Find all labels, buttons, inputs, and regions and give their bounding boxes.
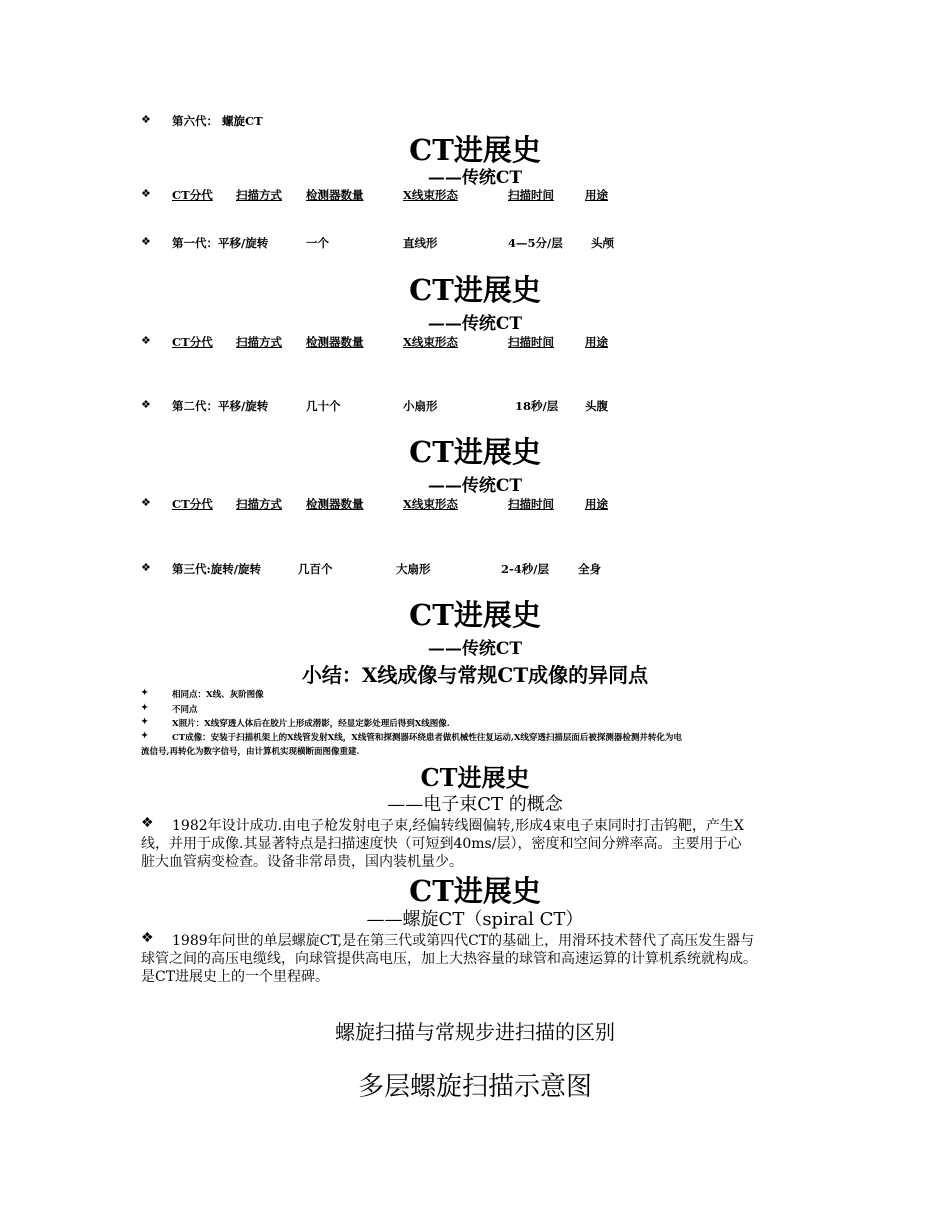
bullet-icon: ❖	[141, 334, 151, 347]
header-usage: 用途	[585, 188, 608, 202]
section2-subtitle: ——传统CT	[427, 314, 523, 334]
star-bullet-icon: ✦	[141, 731, 149, 741]
ebct-line: 1982年设计成功.由电子枪发射电子束,经偏转线圈偏转,形成4束电子束同时打击钨靶，产生X	[172, 818, 744, 834]
row-gen1-detectors: 一个	[306, 236, 329, 250]
header-generation: CT分代	[172, 497, 213, 511]
bullet-icon: ❖	[141, 235, 151, 248]
header-scan-mode: 扫描方式	[236, 497, 282, 511]
section3-subtitle: ——传统CT	[427, 476, 523, 496]
summary-point: 相同点：X线、灰阶图像	[172, 690, 264, 700]
bullet-icon: ❖	[141, 930, 154, 946]
header-generation: CT分代	[172, 188, 213, 202]
row-gen2-detectors: 几十个	[306, 399, 341, 413]
header-scan-mode: 扫描方式	[236, 335, 282, 349]
header-beam-shape: X线束形态	[403, 497, 458, 511]
section6-subtitle: ——螺旋CT（spiral CT）	[366, 909, 584, 930]
bullet-icon: ❖	[141, 496, 151, 509]
ebct-line: 线，并用于成像.其显著特点是扫描速度快（可短到40ms/层），密度和空间分辨率高。主要用于心	[141, 836, 742, 852]
header-beam-shape: X线束形态	[403, 188, 458, 202]
row-gen2-usage: 头腹	[585, 399, 608, 413]
bullet-icon: ❖	[141, 113, 151, 126]
section5-title: CT进展史	[420, 763, 530, 792]
section3-title: CT进展史	[409, 435, 541, 469]
header-scan-mode: 扫描方式	[236, 188, 282, 202]
summary-point: CT成像：安装于扫描机架上的X线管发射X线，X线管和探测器环绕患者做机械性往复运动,X线穿透扫描层面后被探测器检测并转化为电	[172, 733, 682, 743]
section6-title: CT进展史	[409, 874, 541, 908]
section5-subtitle: ——电子束CT 的概念	[387, 794, 563, 815]
row-gen1-usage: 头颅	[591, 236, 614, 250]
header-beam-shape: X线束形态	[403, 335, 458, 349]
summary-point: 不同点	[172, 705, 198, 715]
spiral-line: 是CT进展史上的一个里程碑。	[141, 969, 330, 985]
bullet-icon: ❖	[141, 561, 151, 574]
row-gen1-beam: 直线形	[403, 236, 438, 250]
row-gen3-time: 2-4秒/层	[501, 562, 549, 576]
row-gen3-usage: 全身	[578, 562, 601, 576]
section1-title: CT进展史	[409, 133, 541, 167]
header-usage: 用途	[585, 335, 608, 349]
spiral-line: 1989年问世的单层螺旋CT,是在第三代或第四代CT的基础上，用滑环技术替代了高压发生器与	[172, 933, 755, 949]
row-gen3-generation: 第三代:旋转/旋转	[172, 562, 261, 576]
header-generation: CT分代	[172, 335, 213, 349]
row-gen2-generation: 第二代：平移/旋转	[172, 399, 269, 413]
row-gen2-time: 18秒/层	[515, 399, 559, 413]
section4-subtitle: ——传统CT	[427, 639, 523, 659]
section2-title: CT进展史	[409, 273, 541, 307]
header-usage: 用途	[585, 497, 608, 511]
star-bullet-icon: ✦	[141, 703, 149, 713]
heading-scan-difference: 螺旋扫描与常规步进扫描的区别	[335, 1020, 615, 1044]
header-detector-count: 检测器数量	[306, 188, 364, 202]
section4-title: CT进展史	[409, 598, 541, 632]
bullet-icon: ❖	[141, 815, 154, 831]
spiral-line: 球管之间的高压电缆线，向球管提供高电压，加上大热容量的球管和高速运算的计算机系统就构成。	[141, 951, 757, 967]
summary-point: X照片：X线穿透人体后在胶片上形成潜影，经显定影处理后得到X线图像.	[172, 719, 450, 729]
row-gen1-time: 4—5分/层	[508, 236, 563, 250]
gen6-line: 第六代： 螺旋CT	[172, 114, 263, 128]
star-bullet-icon: ✦	[141, 717, 149, 727]
heading-multislice-diagram: 多层螺旋扫描示意图	[357, 1072, 592, 1102]
row-gen3-beam: 大扇形	[396, 562, 431, 576]
bullet-icon: ❖	[141, 398, 151, 411]
header-scan-time: 扫描时间	[508, 335, 554, 349]
row-gen2-beam: 小扇形	[403, 399, 438, 413]
star-bullet-icon: ✦	[141, 688, 149, 698]
section1-subtitle: ——传统CT	[427, 168, 523, 188]
header-detector-count: 检测器数量	[306, 335, 364, 349]
header-scan-time: 扫描时间	[508, 497, 554, 511]
bullet-icon: ❖	[141, 187, 151, 200]
summary-point-continued: 流信号,再转化为数字信号，由计算机实现横断面图像重建.	[141, 747, 360, 757]
ebct-line: 脏大血管病变检查。设备非常昂贵，国内装机量少。	[141, 854, 463, 870]
row-gen3-detectors: 几百个	[298, 562, 333, 576]
row-gen1-generation: 第一代：平移/旋转	[172, 236, 269, 250]
summary-title: 小结：X线成像与常规CT成像的异同点	[301, 663, 649, 687]
header-detector-count: 检测器数量	[306, 497, 364, 511]
header-scan-time: 扫描时间	[508, 188, 554, 202]
